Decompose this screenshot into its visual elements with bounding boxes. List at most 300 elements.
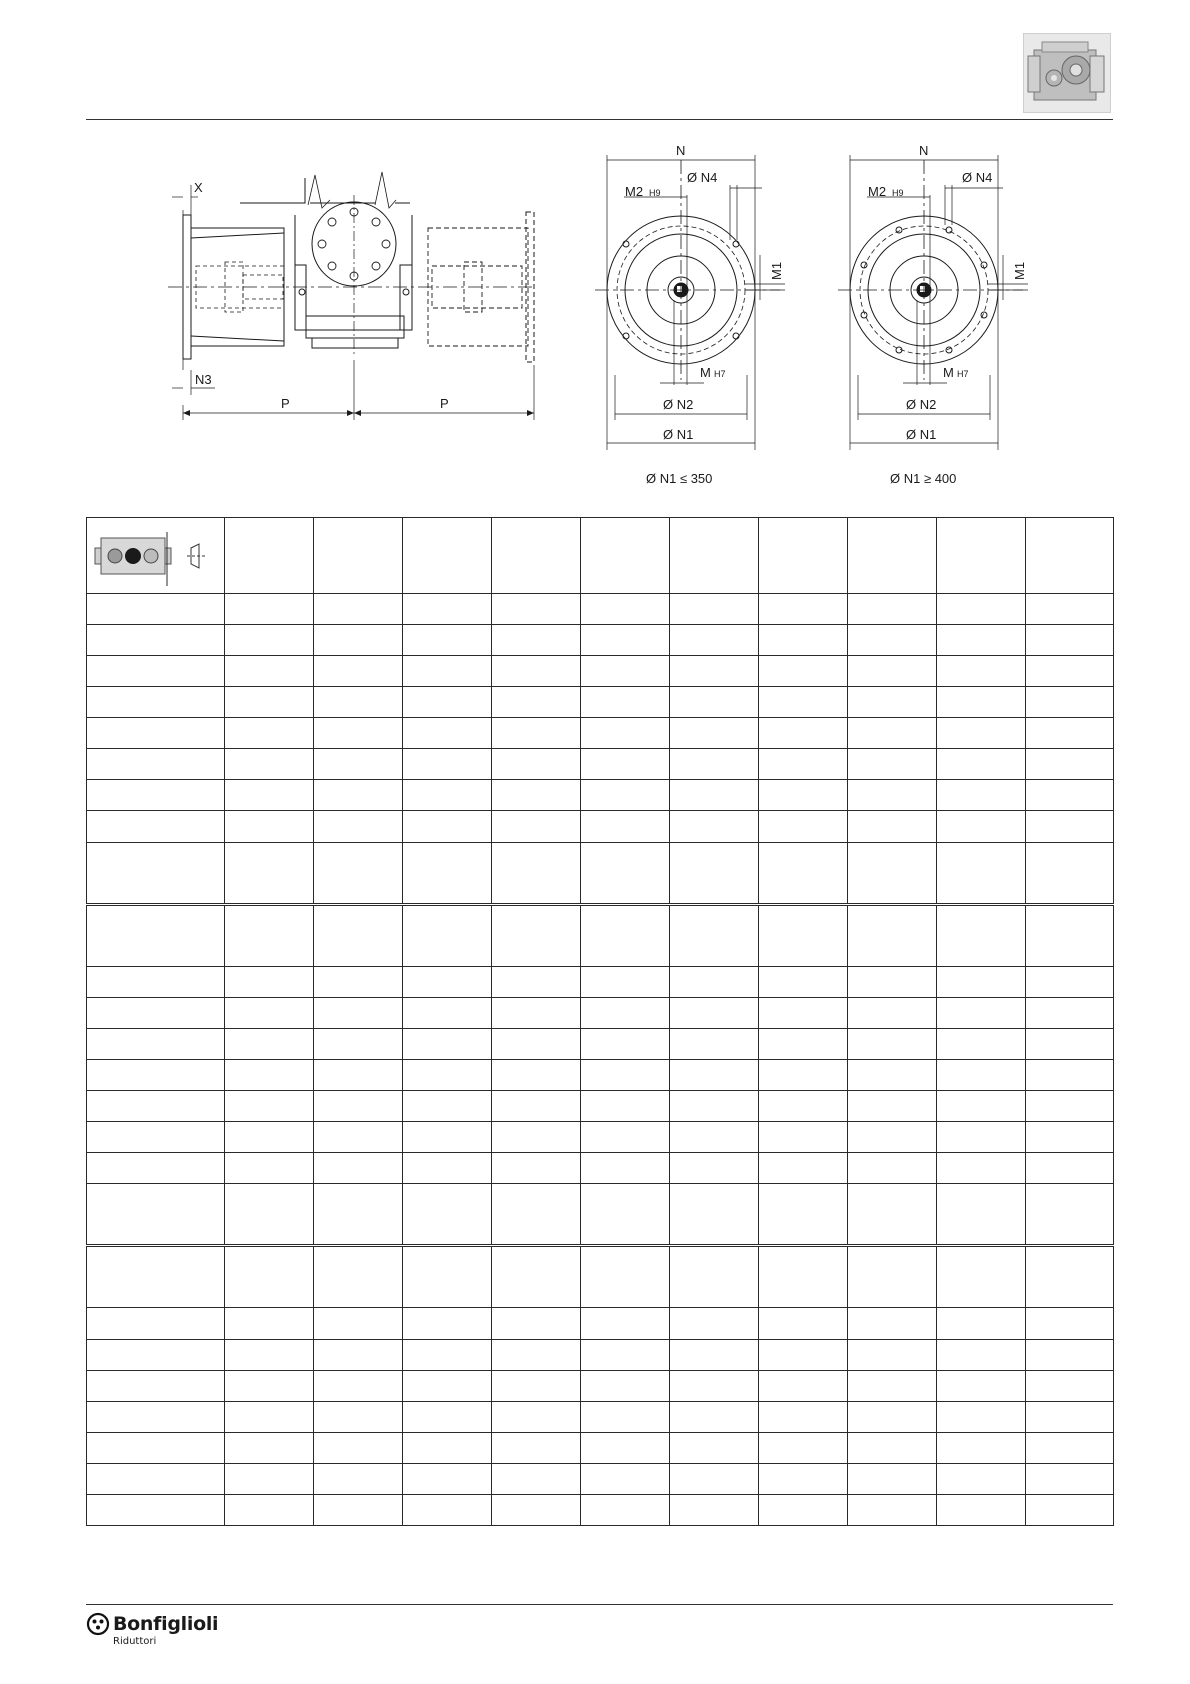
table-cell [492,1370,581,1401]
table-cell [937,1028,1026,1059]
table-cell [848,842,937,904]
table-cell [581,625,670,656]
table-cell [937,1432,1026,1463]
small-label-m2: M2 [625,184,644,199]
table-cell [403,1091,492,1122]
table-row [87,1059,1114,1090]
table-cell [581,594,670,625]
table-cell [759,904,848,966]
table-cell [225,1122,314,1153]
table-cell [87,1339,225,1370]
large-label-m2: M2 [868,184,887,199]
table-cell [1026,1122,1114,1153]
table-cell [1026,1153,1114,1184]
table-cell [492,749,581,780]
table-cell [759,1184,848,1246]
table-cell [759,718,848,749]
table-cell [670,1091,759,1122]
table-cell [581,718,670,749]
table-cell [492,1028,581,1059]
table-cell [581,966,670,997]
table-cell [403,718,492,749]
table-row [87,1339,1114,1370]
table-cell [225,997,314,1028]
table-cell [848,1463,937,1494]
table-cell [492,625,581,656]
table-cell [87,687,225,718]
table-cell [403,1122,492,1153]
table-cell [937,625,1026,656]
table-cell [759,1432,848,1463]
table-cell [225,1494,314,1525]
table-cell [670,1432,759,1463]
table-cell [937,1308,1026,1339]
table-cell [848,1246,937,1308]
table-cell [403,1494,492,1525]
table-row [87,1028,1114,1059]
table-cell [1026,1246,1114,1308]
table-cell [670,780,759,811]
small-label-n1: Ø N1 [663,427,694,442]
table-cell [581,656,670,687]
table-cell [403,1308,492,1339]
table-cell [225,1432,314,1463]
table-cell [403,811,492,842]
side-view-drawing [168,172,535,420]
table-cell [670,718,759,749]
table-cell [492,1339,581,1370]
table-cell [225,842,314,904]
table-cell [225,1401,314,1432]
table-cell [225,594,314,625]
table-cell [87,1370,225,1401]
table-cell [492,1059,581,1090]
table-cell [314,1494,403,1525]
table-header-cell [403,518,492,594]
table-cell [225,1463,314,1494]
table-cell [1026,997,1114,1028]
table-cell [492,966,581,997]
table-cell [225,1370,314,1401]
table-cell [314,811,403,842]
table-cell [759,687,848,718]
table-row [87,1494,1114,1525]
table-cell [403,904,492,966]
small-label-m-tol: H7 [714,369,726,379]
table-row [87,904,1114,966]
small-label-n4: Ø N4 [687,170,718,185]
table-cell [848,1028,937,1059]
table-cell [759,1494,848,1525]
table-cell [87,1246,225,1308]
table-cell [314,1370,403,1401]
caption-flange-large: Ø N1 ≥ 400 [890,471,957,486]
table-cell [225,718,314,749]
table-cell [759,1308,848,1339]
table-cell [670,842,759,904]
table-cell [1026,1339,1114,1370]
table-cell [314,1091,403,1122]
table-cell [1026,1370,1114,1401]
table-cell [225,1059,314,1090]
table-cell [225,1308,314,1339]
table-cell [848,718,937,749]
table-cell [492,1432,581,1463]
table-header-cell [1026,518,1114,594]
table-cell [670,1153,759,1184]
table-row [87,1091,1114,1122]
table-cell [937,966,1026,997]
table-cell [225,656,314,687]
table-cell [581,842,670,904]
table-row [87,966,1114,997]
table-cell [87,966,225,997]
large-label-n2: Ø N2 [906,397,937,412]
table-cell [670,1059,759,1090]
table-cell [759,656,848,687]
table-cell [492,656,581,687]
table-cell [492,997,581,1028]
table-cell [492,811,581,842]
table-cell [403,625,492,656]
table-cell [670,1494,759,1525]
gearbox-layout-icon [95,538,171,574]
table-cell [937,842,1026,904]
table-header-cell [759,518,848,594]
large-label-m-tol: H7 [957,369,969,379]
table-cell [403,1401,492,1432]
table-cell [937,1184,1026,1246]
large-label-n: N [919,143,929,158]
table-cell [87,1028,225,1059]
table-cell [937,718,1026,749]
table-cell [670,1028,759,1059]
table-cell [848,966,937,997]
table-cell [848,811,937,842]
table-cell [225,1153,314,1184]
table-cell [670,966,759,997]
table-cell [403,842,492,904]
table-body [87,518,1114,1526]
table-cell [1026,1184,1114,1246]
table-row [87,1401,1114,1432]
table-cell [670,997,759,1028]
table-cell [492,1308,581,1339]
table-cell [225,749,314,780]
table-cell [403,1339,492,1370]
table-cell [581,749,670,780]
table-cell [87,1059,225,1090]
table-cell [848,1091,937,1122]
table-cell [1026,1494,1114,1525]
table-cell [403,1432,492,1463]
table-cell [314,904,403,966]
table-cell [759,1339,848,1370]
table-cell [87,594,225,625]
table-cell [87,997,225,1028]
table-cell [848,1339,937,1370]
table-cell [403,687,492,718]
table-cell [225,780,314,811]
table-cell [225,811,314,842]
table-cell [1026,1059,1114,1090]
table-row [87,625,1114,656]
label-n3: N3 [195,372,212,387]
table-cell [937,1463,1026,1494]
table-cell [87,1091,225,1122]
table-cell [225,1091,314,1122]
table-cell [670,1463,759,1494]
table-cell [581,780,670,811]
table-header-cell [848,518,937,594]
table-cell [937,1122,1026,1153]
table-cell [848,656,937,687]
table-cell [87,842,225,904]
table-cell [848,780,937,811]
table-cell [87,1432,225,1463]
brand-sub: Riduttori [113,1636,157,1647]
table-cell [492,1153,581,1184]
table-row [87,997,1114,1028]
table-cell [581,1246,670,1308]
table-cell [492,1401,581,1432]
table-cell [937,594,1026,625]
table-cell [225,1246,314,1308]
dimensions-table [86,517,1114,1526]
table-cell [759,625,848,656]
caption-flange-small: Ø N1 ≤ 350 [646,471,713,486]
table-cell [87,1401,225,1432]
large-label-m2-tol: H9 [892,188,904,198]
table-cell [1026,687,1114,718]
table-cell [87,1122,225,1153]
table-cell [670,594,759,625]
table-cell [314,594,403,625]
table-cell [225,625,314,656]
table-cell [937,997,1026,1028]
table-cell [581,1059,670,1090]
table-cell [314,656,403,687]
table-cell [1026,656,1114,687]
table-cell [759,811,848,842]
table-cell [87,749,225,780]
label-p-right: P [440,396,449,411]
table-cell [492,1246,581,1308]
table-cell [670,1339,759,1370]
table-cell [848,625,937,656]
table-cell [492,904,581,966]
table-cell [314,966,403,997]
table-cell [759,1370,848,1401]
table-row [87,594,1114,625]
table-cell [848,1153,937,1184]
table-cell [848,594,937,625]
table-cell [848,1184,937,1246]
table-cell [670,1401,759,1432]
table-cell [87,1153,225,1184]
table-cell [1026,1463,1114,1494]
table-cell [492,780,581,811]
table-cell [492,718,581,749]
table-cell [848,997,937,1028]
brand-name: Bonfiglioli [113,1613,219,1635]
table-cell [492,1091,581,1122]
small-label-n: N [676,143,686,158]
table-cell [403,1184,492,1246]
table-cell [87,1463,225,1494]
table-cell [759,997,848,1028]
table-cell [87,656,225,687]
table-cell [492,1494,581,1525]
table-cell [937,1091,1026,1122]
table-cell [937,904,1026,966]
table-row [87,749,1114,780]
table-cell [848,1059,937,1090]
table-cell [403,1246,492,1308]
table-cell [492,687,581,718]
table-cell [314,1028,403,1059]
table-cell [403,780,492,811]
table-cell [87,625,225,656]
table-cell [937,811,1026,842]
flange-symbol-icon [187,544,205,568]
table-cell [848,1370,937,1401]
table-cell [403,594,492,625]
table-cell [1026,625,1114,656]
table-cell [225,1184,314,1246]
table-cell [403,997,492,1028]
table-cell [314,1246,403,1308]
table-cell [492,1184,581,1246]
table-cell [759,1153,848,1184]
table-cell [581,687,670,718]
table-cell [759,1059,848,1090]
table-cell [581,1463,670,1494]
table-header-cell [670,518,759,594]
table-cell [1026,749,1114,780]
table-cell [492,842,581,904]
table-row [87,1184,1114,1246]
table-cell [581,1153,670,1184]
table-cell [314,1059,403,1090]
table-cell [314,997,403,1028]
table-cell [937,1370,1026,1401]
table-row [87,1153,1114,1184]
table-cell [492,594,581,625]
table-row [87,1370,1114,1401]
table-cell [225,1339,314,1370]
table-cell [225,1028,314,1059]
table-cell [1026,1401,1114,1432]
table-cell [759,1122,848,1153]
table-cell [937,1339,1026,1370]
table-cell [759,1028,848,1059]
table-cell [848,749,937,780]
table-header-cell [581,518,670,594]
table-cell [492,1122,581,1153]
small-label-m1: M1 [769,261,784,280]
table-cell [1026,1432,1114,1463]
table-cell [314,625,403,656]
table-cell [759,1091,848,1122]
table-cell [670,811,759,842]
table-cell [87,1494,225,1525]
table-cell [670,1370,759,1401]
table-cell [937,687,1026,718]
table-cell [87,1184,225,1246]
table-cell [314,1308,403,1339]
table-row [87,842,1114,904]
table-cell [670,625,759,656]
table-row [87,1432,1114,1463]
label-x: X [194,180,203,195]
table-cell [314,749,403,780]
table-header-icon-cell [87,518,225,594]
table-cell [670,1246,759,1308]
table-cell [1026,811,1114,842]
table-cell [937,656,1026,687]
table-cell [670,687,759,718]
table-cell [670,904,759,966]
table-cell [314,1122,403,1153]
table-row [87,1463,1114,1494]
table-cell [403,1370,492,1401]
table-cell [937,749,1026,780]
table-cell [937,1494,1026,1525]
table-cell [937,1401,1026,1432]
table-cell [314,1401,403,1432]
table-cell [225,966,314,997]
table-cell [848,1122,937,1153]
table-cell [314,780,403,811]
table-cell [759,594,848,625]
table-row [87,687,1114,718]
table-cell [581,1091,670,1122]
table-cell [759,1246,848,1308]
table-cell [848,1308,937,1339]
dimension-drawings [0,0,1190,510]
table-cell [1026,780,1114,811]
table-cell [581,811,670,842]
table-header-cell [225,518,314,594]
table-cell [848,1432,937,1463]
table-row [87,1246,1114,1308]
table-cell [759,966,848,997]
table-cell [759,842,848,904]
large-label-n1: Ø N1 [906,427,937,442]
table-cell [581,1308,670,1339]
table-cell [1026,718,1114,749]
table-cell [581,1432,670,1463]
table-row [87,780,1114,811]
table-cell [581,1370,670,1401]
table-cell [848,687,937,718]
table-cell [581,1339,670,1370]
table-cell [1026,1091,1114,1122]
table-row [87,1308,1114,1339]
table-cell [1026,1308,1114,1339]
table-cell [937,1153,1026,1184]
table-cell [1026,904,1114,966]
table-cell [581,1184,670,1246]
table-cell [848,1494,937,1525]
table-cell [1026,966,1114,997]
table-cell [937,1059,1026,1090]
table-cell [314,1153,403,1184]
table-row [87,656,1114,687]
table-cell [225,687,314,718]
table-cell [759,749,848,780]
